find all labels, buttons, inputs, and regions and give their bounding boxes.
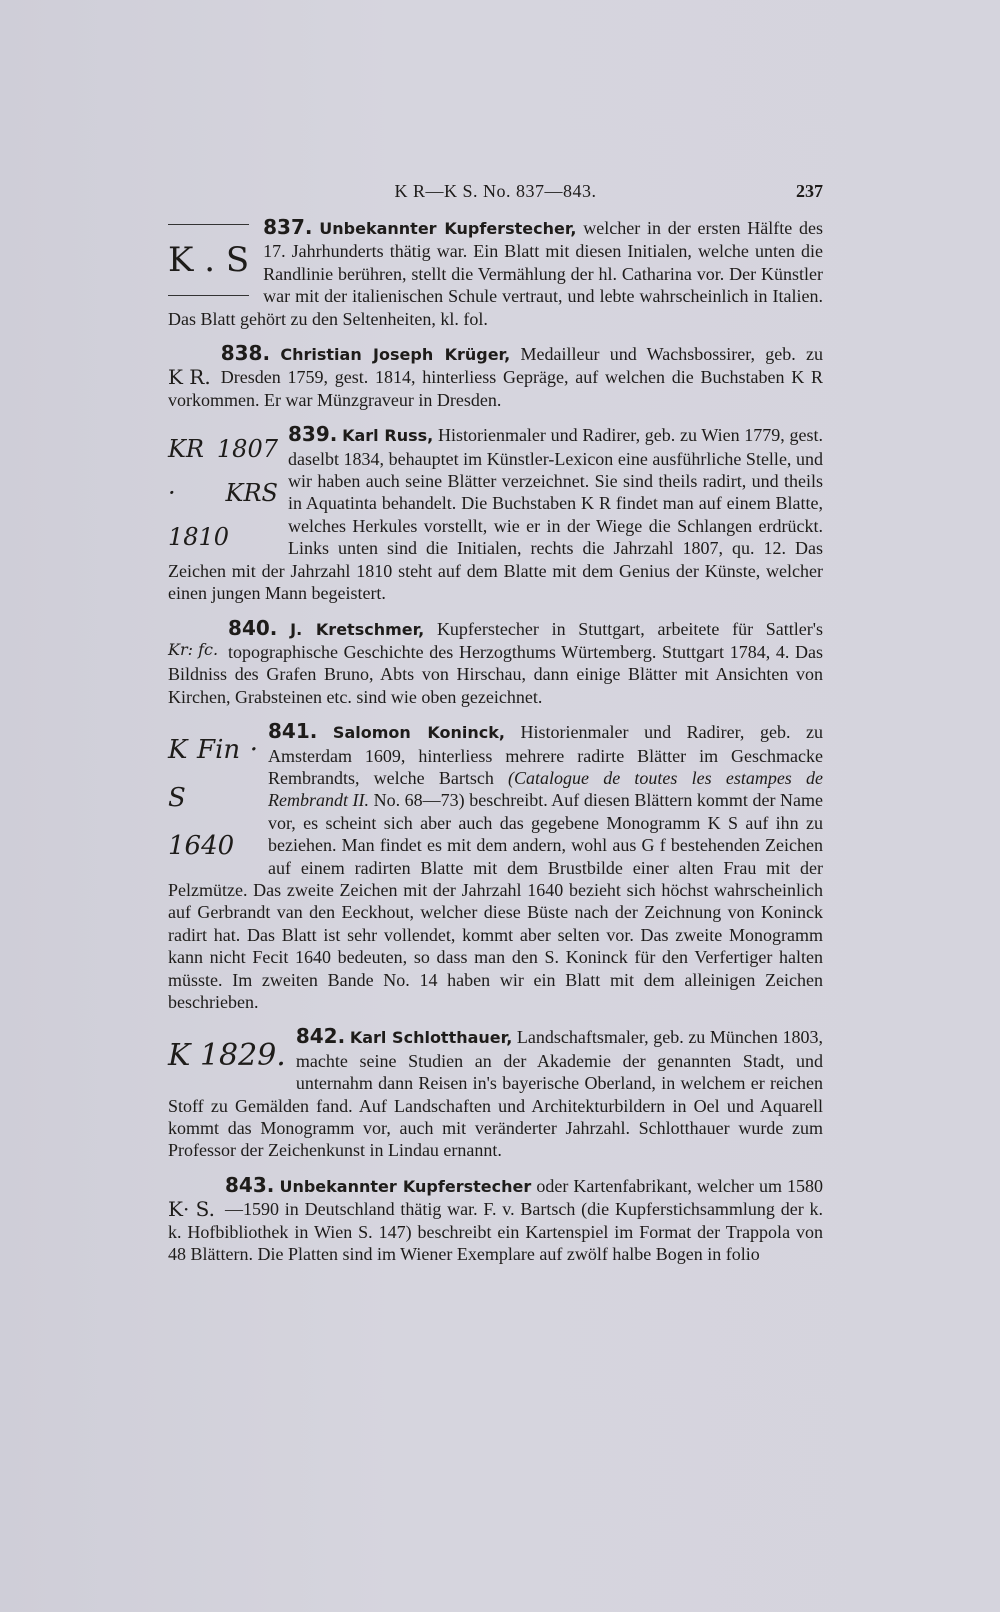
entry-text: Landschaftsmaler, geb. zu München 1803, machte seine Studien an der Akademie der genannten Stadt, und unternahm dann Reisen in's bayerische Oberland, in welchem er reichen Stoff zu Gemälden fand. Auf Landschaften und Architekturbildern in Oel und Aquarell kommt das Monogramm vor, auch mit veränderter Jahrzahl. Schlotthauer wurde zum Professor der Zeichenkunst in Lindau ernannt. (168, 1027, 824, 1161)
entry-text: welcher in der ersten Hälfte des 17. Jahrhunderts thätig war. Ein Blatt mit diesen Initialen, welche unten die Randlinie berühren, stellt die Vermählung der hl. Catharina vor. Der Künstler war mit der italienischen Schule vertraut, und lebte wahrscheinlich in Italien. Das Blatt gehört zu den Seltenheiten, kl. fol. (168, 218, 824, 329)
page-number: 237 (796, 181, 823, 201)
entry-number: 839. (288, 422, 338, 447)
entry-number: 843. (225, 1172, 275, 1197)
text-block (168, 180, 823, 1277)
entry-840 (168, 617, 823, 709)
running-title: K R—K S. No. 837—843. (394, 181, 597, 201)
entry-number: 840. (228, 615, 278, 640)
entry-843 (168, 1174, 823, 1266)
entry-841 (168, 720, 823, 1013)
entry-837 (168, 216, 823, 330)
entry-839 (168, 423, 823, 604)
entry-number: 841. (268, 719, 318, 744)
artist-name: Salomon Koninck, (332, 723, 505, 743)
entry-text: Medailleur und Wachsbossirer, geb. zu Dresden 1759, gest. 1814, hinterliess Gepräge, auf welchen die Buchstaben K R vorkommen. Er war Münzgraveur in Dresden. (168, 344, 824, 410)
entry-number: 837. (263, 215, 313, 239)
entry-text: Historienmaler und Radirer, geb. zu Wien 1779, gest. daselbt 1834, behauptet im Künstler-Lexicon eine ausführliche Stelle, und wir haben auch seine Blätter verzeichnet. Sie sind theils radirt, und theils in Aquatinta behandelt. Die Buchstaben K R findet man auf einem Blatte, welches Herkules vorstellt, wie er in der Wiege die Schlangen erdrückt. Links unten sind die Initialen, rechts die Jahrzahl 1807, qu. 12. Das Zeichen mit der Jahrzahl 1810 steht auf dem Blatte mit dem Genius der Künste, welcher einen jungen Mann begeistert. (168, 425, 823, 604)
entry-text-italic: (Catalogue de toutes les estampes de Rembrandt II. (268, 767, 824, 811)
artist-name: Karl Schlotthauer, (349, 1028, 513, 1048)
monogram-ks-843: K· S. (168, 1196, 216, 1221)
monogram-ks-837: K . S (168, 224, 249, 296)
artist-name: Christian Joseph Krüger, (280, 345, 511, 365)
entry-number: 838. (220, 341, 271, 366)
monogram-kr-838: K R. (168, 365, 211, 390)
entry-text-b: No. 68—73) beschreibt. Auf diesen Blättern kommt der Name vor, es scheint sich aber auch das gegebene Monogramm K S auf ihn zu beziehen. Man findet es mit dem andern, wohl aus G f bestehenden Zeichen auf einem radirten Blatte mit dem Brustbilde einer alten Frau mit der Pelzmütze. Das zweite Zeichen mit der Jahrzahl 1640 bezieht sich höchst wahrscheinlich auf Gerbrandt van den Eeckhout, welcher diese Büste nach der Zeichnung von Koninck radirt hat. Das Blatt ist sehr vollendet, kommt aber selten vor. Das zweite Monogramm kann nicht Fecit 1640 bedeuten, so dass man den S. Koninck für den Verfertiger halten müsste. Im zweiten Bande No. 14 haben wir ein Blatt mit dem alleinigen Zeichen beschrieben. (168, 790, 823, 1012)
entry-number: 842. (295, 1024, 346, 1049)
monogram-kr-840: Kr: fc. (168, 639, 219, 659)
monogram-ks-842: K 1829. (168, 1038, 286, 1074)
artist-name: Unbekannter Kupferstecher, (319, 219, 577, 238)
monogram-kr-839: KR 1807 · KRS 1810 (168, 435, 278, 552)
artist-name: Karl Russ, (342, 426, 434, 446)
entry-838 (168, 342, 823, 411)
artist-name: Unbekannter Kupferstecher (279, 1176, 532, 1196)
running-header (168, 180, 823, 210)
artist-name: J. Kretschmer, (290, 619, 425, 639)
entry-text: oder Kartenfabrikant, welcher um 1580—1590 in Deutschland thätig war. F. v. Bartsch (die Kupferstichsammlung der k. k. Hofbibliothek in Wien S. 147) beschreibt ein Kartenspiel im Format der Trappola von 48 Blättern. Die Platten sind im Wiener Exemplare auf zwölf halbe Bogen in folio (168, 1175, 824, 1265)
monogram-ks-841: K Fin · S 1640 (168, 735, 258, 862)
entry-842 (168, 1025, 823, 1161)
entry-text: Kupferstecher in Stuttgart, arbeitete für Sattler's topographische Geschichte des Herzogthums Würtemberg. Stuttgart 1784, 4. Das Bildniss des Grafen Bruno, Abts von Hirschau, dann einige Blätter mit Ansichten von Kirchen, Grabsteinen etc. sind wie oben gezeichnet. (168, 618, 824, 707)
entry-text-a: Historienmaler und Radirer, geb. zu Amsterdam 1609, hinterliess mehrere radirte Blätter im Geschmacke Rembrandts, welche Bartsch (268, 722, 823, 788)
